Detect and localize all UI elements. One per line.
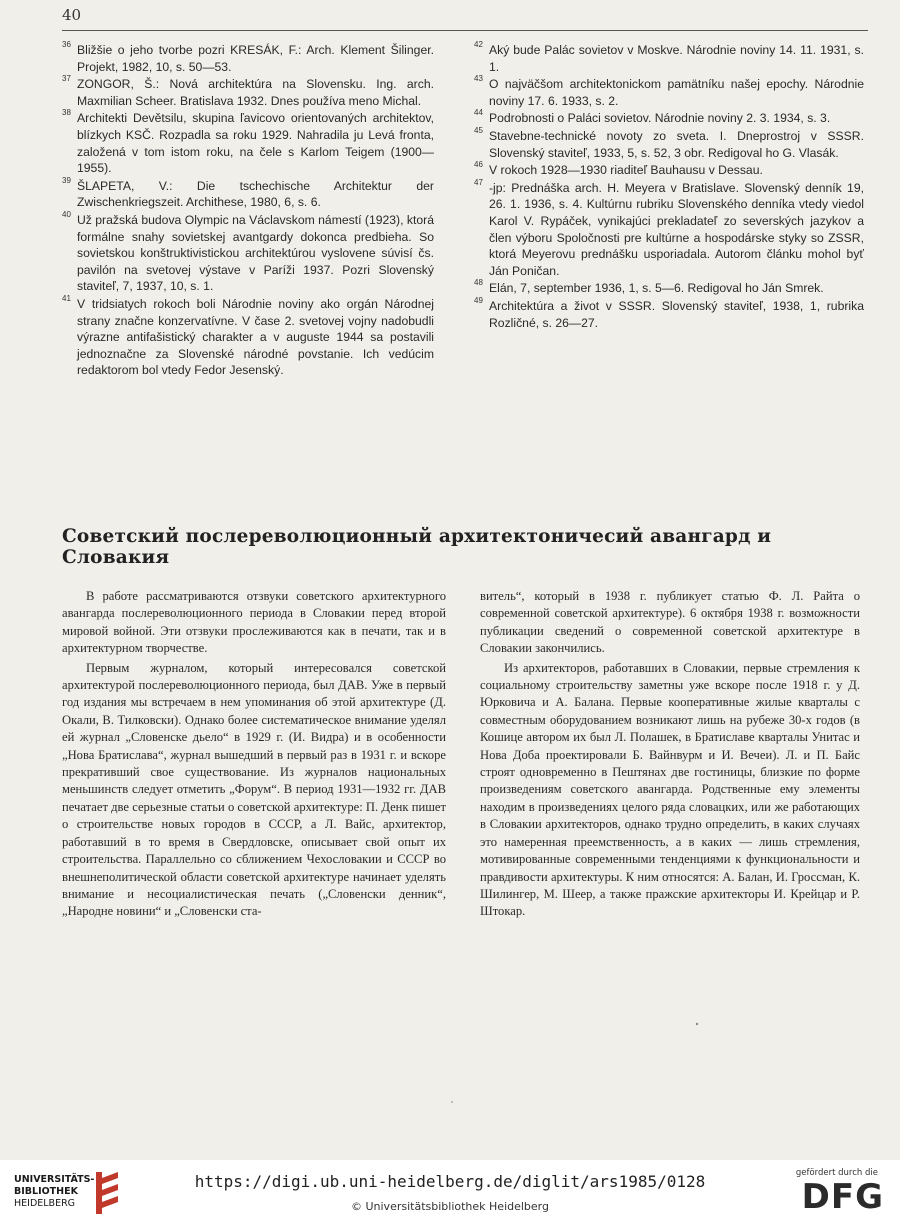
- footnote-text: Aký bude Palác sovietov v Moskve. Národnie noviny 14. 11. 1931, s. 1.: [489, 43, 864, 74]
- funding-label: gefördert durch die: [795, 1168, 878, 1178]
- copyright-notice: © Universitätsbibliothek Heidelberg: [350, 1200, 549, 1213]
- footnote-text: ŠLAPETA, V.: Die tschechische Architektur der Zwischenkriegszeit. Archithese, 1980, 6, s. 6.: [77, 178, 434, 210]
- footnote-text: V rokoch 1928—1930 riaditeľ Bauhausu v Dessau.: [489, 163, 763, 178]
- footnote-number: 44: [474, 108, 483, 118]
- footnote-number: 37: [62, 74, 71, 84]
- footnote-number: 49: [474, 295, 483, 305]
- summary-paragraph: Из архитекторов, работавших в Словакии, первые стремления к социальному строительству заметны уже вскоре после 1918 г. у Д. Юрковича и А. Балана. Первые кооперативные жилые кварталы с совместным оборудованием возникают лишь на рубеже 30-х годов (в Кошице автором их был Л. Полашек, в Братиславе кварталы Унитас и Нова Доба проектировали Б. Вайнвурм и И. Вечеи). Л. и П. Байс строят одновременно в Пештянах две гостиницы, близкие по форме произведениям советского авангарда. Родственные ему элементы находим в произведениях целого ряда словацких, или же работающих в Словакии архитекторов, однако трудно определить, в каких случаях это намеренная преемственность, а в каких — лишь стремления, мотивированные современными тенденциями к функциональности и правдивости архитектуры. К ним относятся: А. Балан, И. Гроссман, К. Шилингер, М. Шеер, а также пражские архитекторы И. Крейцар и Р. Штокар.: [480, 660, 860, 919]
- summary-heading: Советский послереволюционный архитектоничесий авангард и Словакия: [62, 526, 772, 568]
- viewer-footer: [0, 1160, 900, 1224]
- footnote-number: 46: [474, 160, 483, 170]
- footnote-number: 45: [474, 125, 483, 135]
- footnote-text: ZONGOR, Š.: Nová architektúra na Slovensku. Ing. arch. Maxmilian Scheer. Bratislava 1932. Dnes používa meno Michal.: [77, 77, 434, 108]
- footnote-text: Bližšie o jeho tvorbe pozri KRESÁK, F.: Arch. Klement Šilinger. Projekt, 1982, 10, s. 50—53.: [77, 43, 434, 74]
- summary-paragraph: В работе рассматриваются отзвуки советского архитектурного авангарда послереволюционного периода в Словакии перед второй мировой войной. Эти отзвуки прослеживаются как в печати, так и в архитектурном творчестве.: [62, 589, 446, 656]
- footnote-number: 36: [62, 40, 71, 49]
- page-number: 40: [62, 6, 82, 24]
- footnote-text: Stavebne-technické novoty zo sveta. I. Dneprostroj v SSSR. Slovenský staviteľ, 1933, 5, s. 52, 3 obr. Redigoval ho G. Vlasák.: [489, 128, 864, 160]
- footnote-text: Podrobnosti o Paláci sovietov. Národnie noviny 2. 3. 1934, s. 3.: [489, 111, 831, 126]
- footnote-text: Elán, 7, september 1936, 1, s. 5—6. Redigoval ho Ján Smrek.: [489, 281, 824, 296]
- footnote-number: 48: [474, 278, 483, 288]
- footnote-text: Architektúra a život v SSSR. Slovenský staviteľ, 1938, 1, rubrika Rozličné, s. 26—27.: [489, 298, 864, 330]
- permalink-url[interactable]: https://digi.ub.uni-heidelberg.de/diglit/ars1985/0128: [194, 1172, 706, 1191]
- footnote-text: Architekti Devětsilu, skupina ľavicovo orientovaných architektov, blízkych KSČ. Rozpadla sa roku 1929. Nahradila ju Levá fronta, založená v tom istom roku, na čele s Karlom Teigem (1900—1955).: [77, 111, 434, 176]
- summary-paragraph: Первым журналом, который интересовался советской архитектурой послереволюционного периода, был ДАВ. Уже в первый год издания мы встречаем в нем упоминания об этой архитектуре (Д. Окали, В. Тилковски). Однако более систематическое внимание уделял ей журнал „Словенске дьело“ в 1929 г. (И. Видра) и в особенности „Нова Братислава“, журнал вышедший в первый раз в 1931 г. и вскоре прекративший свое существование. Из журналов национальных меньшинств следует отметить „Форум“. В период 1931—1932 гг. ДАВ печатает две серьезные статьи о советской архитектуре: П. Денк пишет о строительстве новых городов в СССР, а Л. Вайс, архитектор, работавший в то время в Свердловске, описывает свой опыт их строительства. Параллельно со сближением Чехословакии и СССР во внешнеполитической области советской архитектуре начинает уделять внимание и несоциалистическая печать („Словенски денник“, „Народне новини“ и „Словенски ста-: [62, 660, 446, 919]
- footnote-number: 40: [62, 209, 71, 219]
- footnote-number: 41: [62, 293, 71, 303]
- footnote-text: O najväčšom architektonickom pamätníku našej epochy. Národnie noviny 17. 6. 1933, s. 2.: [489, 77, 864, 108]
- library-name-line-1: UNIVERSITÄTS-: [14, 1174, 95, 1185]
- footnote-text: V tridsiatych rokoch boli Národnie noviny ako orgán Národnej strany značne konzervatívne. V čase 2. svetovej vojny nadobudli výrazne antifašistický charakter a v auguste 1944 sa postavili jednoznačne za Slovenské národné povstanie. Ich vedúcim redaktorom bol vtedy Fedor Jesenský.: [77, 296, 434, 378]
- footnote-number: 38: [62, 108, 71, 118]
- dfg-logo: DFG: [801, 1177, 884, 1217]
- footnote-text: Už pražská budova Olympic na Václavskom námestí (1923), ktorá formálne snahy sovietskej avantgardy dokonca predbieha. So sovietskou konštruktivistickou architektúrou vyslovene súvisí čs. pavilón na svetovej výstave v Paríži 1937. Pozri Slovenský staviteľ, 7, 1937, 10, s. 1.: [77, 212, 434, 294]
- footnote-text: -jp: Prednáška arch. H. Meyera v Bratislave. Slovenský denník 19, 26. 1. 1936, s. 4. Kultúrnu rubriku Slovenského denníka vtedy viedol Karol V. Rypáček, vynikajúci prekladateľ zo severských jazykov a člen výboru Spoločnosti pre kultúrne a hospodárske styky so ZSSR, ktorá Meyerovu prednášku usporiadala. Autorom článku mohol byť Ján Poničan.: [489, 180, 864, 278]
- footnote-number: 42: [474, 40, 483, 49]
- footnote-number: 39: [62, 175, 71, 185]
- footnote-number: 47: [474, 177, 483, 187]
- summary-paragraph: витель“, который в 1938 г. публикует статью Ф. Л. Райта о современной советской архитектуре). 6 октября 1938 г. возможности публикации сведений о современной советской архитектуре в Словакии закончились.: [480, 589, 860, 656]
- library-name-line-3: HEIDELBERG: [14, 1198, 76, 1209]
- footnote-number: 43: [474, 74, 483, 84]
- library-name-line-2: BIBLIOTHEK: [14, 1186, 78, 1197]
